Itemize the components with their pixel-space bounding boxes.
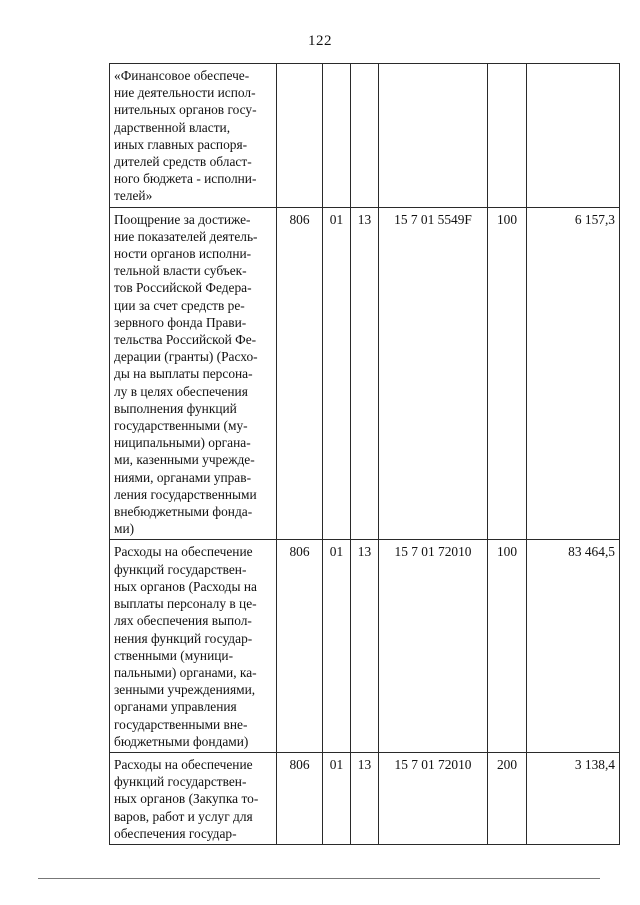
name-line: ного бюджета - исполни- [114,171,257,187]
name-line: нения функций государ- [114,630,253,646]
page-bottom-divider [38,878,600,879]
name-line: дерации (гранты) (Расхо- [114,349,258,365]
subsection-code-cell: 13 [351,752,379,844]
name-line: дителей средств област- [114,154,252,170]
name-line: выплаты персоналу в це- [114,596,257,612]
subsection-code-cell: 13 [351,540,379,752]
name-line: ности органов исполни- [114,246,252,262]
name-line: телей» [114,188,153,204]
table-row [110,752,620,844]
name-line: ние показателей деятель- [114,228,258,244]
name-line: ниями, органами управ- [114,469,252,485]
table-row [110,540,620,752]
expense-type-cell: 200 [488,752,527,844]
subsection-code-cell [351,64,379,208]
name-line: функций государствен- [114,561,247,577]
name-line: Расходы на обеспечение [114,544,253,560]
row-name-cell [110,64,277,208]
target-article-cell: 15 7 01 72010 [379,752,488,844]
name-line: лях обеспечения выпол- [114,613,252,629]
name-line: функций государствен- [114,774,247,790]
section-code-cell: 01 [323,540,351,752]
name-line: ми, казенными учрежде- [114,452,255,468]
name-line: бюджетными фондами) [114,733,249,749]
name-line: тов Российской Федера- [114,280,252,296]
name-line: «Финансовое обеспече- [114,68,250,83]
name-line: ления государственными [114,486,257,502]
ministry-code-cell [277,64,323,208]
name-line: зенными учреждениями, [114,682,256,698]
name-line: ниципальными) органа- [114,435,251,451]
section-code-cell: 01 [323,752,351,844]
amount-cell: 3 138,4 [527,752,620,844]
expense-type-cell [488,64,527,208]
name-line: органами управления [114,699,237,715]
amount-cell: 6 157,3 [527,207,620,540]
name-line: государственными (му- [114,418,248,434]
name-line: ственными (муници- [114,647,234,663]
expense-type-cell: 100 [488,207,527,540]
amount-cell [527,64,620,208]
section-code-cell: 01 [323,207,351,540]
target-article-cell: 15 7 01 5549F [379,207,488,540]
name-line: нительных органов госу- [114,102,257,118]
ministry-code-cell: 806 [277,752,323,844]
budget-table [109,63,620,845]
name-line: ми) [114,521,135,537]
name-line: варов, работ и услуг для [114,808,253,824]
name-line: внебюджетными фонда- [114,504,253,520]
ministry-code-cell: 806 [277,207,323,540]
page-number: 122 [308,33,332,49]
name-line: зервного фонда Прави- [114,314,247,330]
name-line: тельной власти субъек- [114,263,247,279]
target-article-cell [379,64,488,208]
row-name-cell [110,752,277,844]
name-line: обеспечения государ- [114,825,237,841]
name-line: ных органов (Расходы на [114,578,257,594]
ministry-code-cell: 806 [277,540,323,752]
name-line: иных главных распоря- [114,136,248,152]
row-name-cell [110,540,277,752]
amount-cell: 83 464,5 [527,540,620,752]
table-row [110,207,620,540]
table-row [110,64,620,208]
subsection-code-cell: 13 [351,207,379,540]
row-name-cell [110,207,277,540]
name-line: ды на выплаты персона- [114,366,253,382]
name-line: Расходы на обеспечение [114,756,253,772]
name-line: ции за счет средств ре- [114,297,245,313]
expense-type-cell: 100 [488,540,527,752]
name-line: выполнения функций [114,400,237,416]
name-line: тельства Российской Фе- [114,332,257,348]
name-line: ние деятельности испол- [114,85,256,101]
name-line: государственными вне- [114,716,248,732]
name-line: лу в целях обеспечения [114,383,248,399]
name-line: Поощрение за достиже- [114,211,251,227]
name-line: ных органов (Закупка то- [114,791,259,807]
section-code-cell [323,64,351,208]
target-article-cell: 15 7 01 72010 [379,540,488,752]
name-line: пальными) органами, ка- [114,664,257,680]
name-line: дарственной власти, [114,119,231,135]
